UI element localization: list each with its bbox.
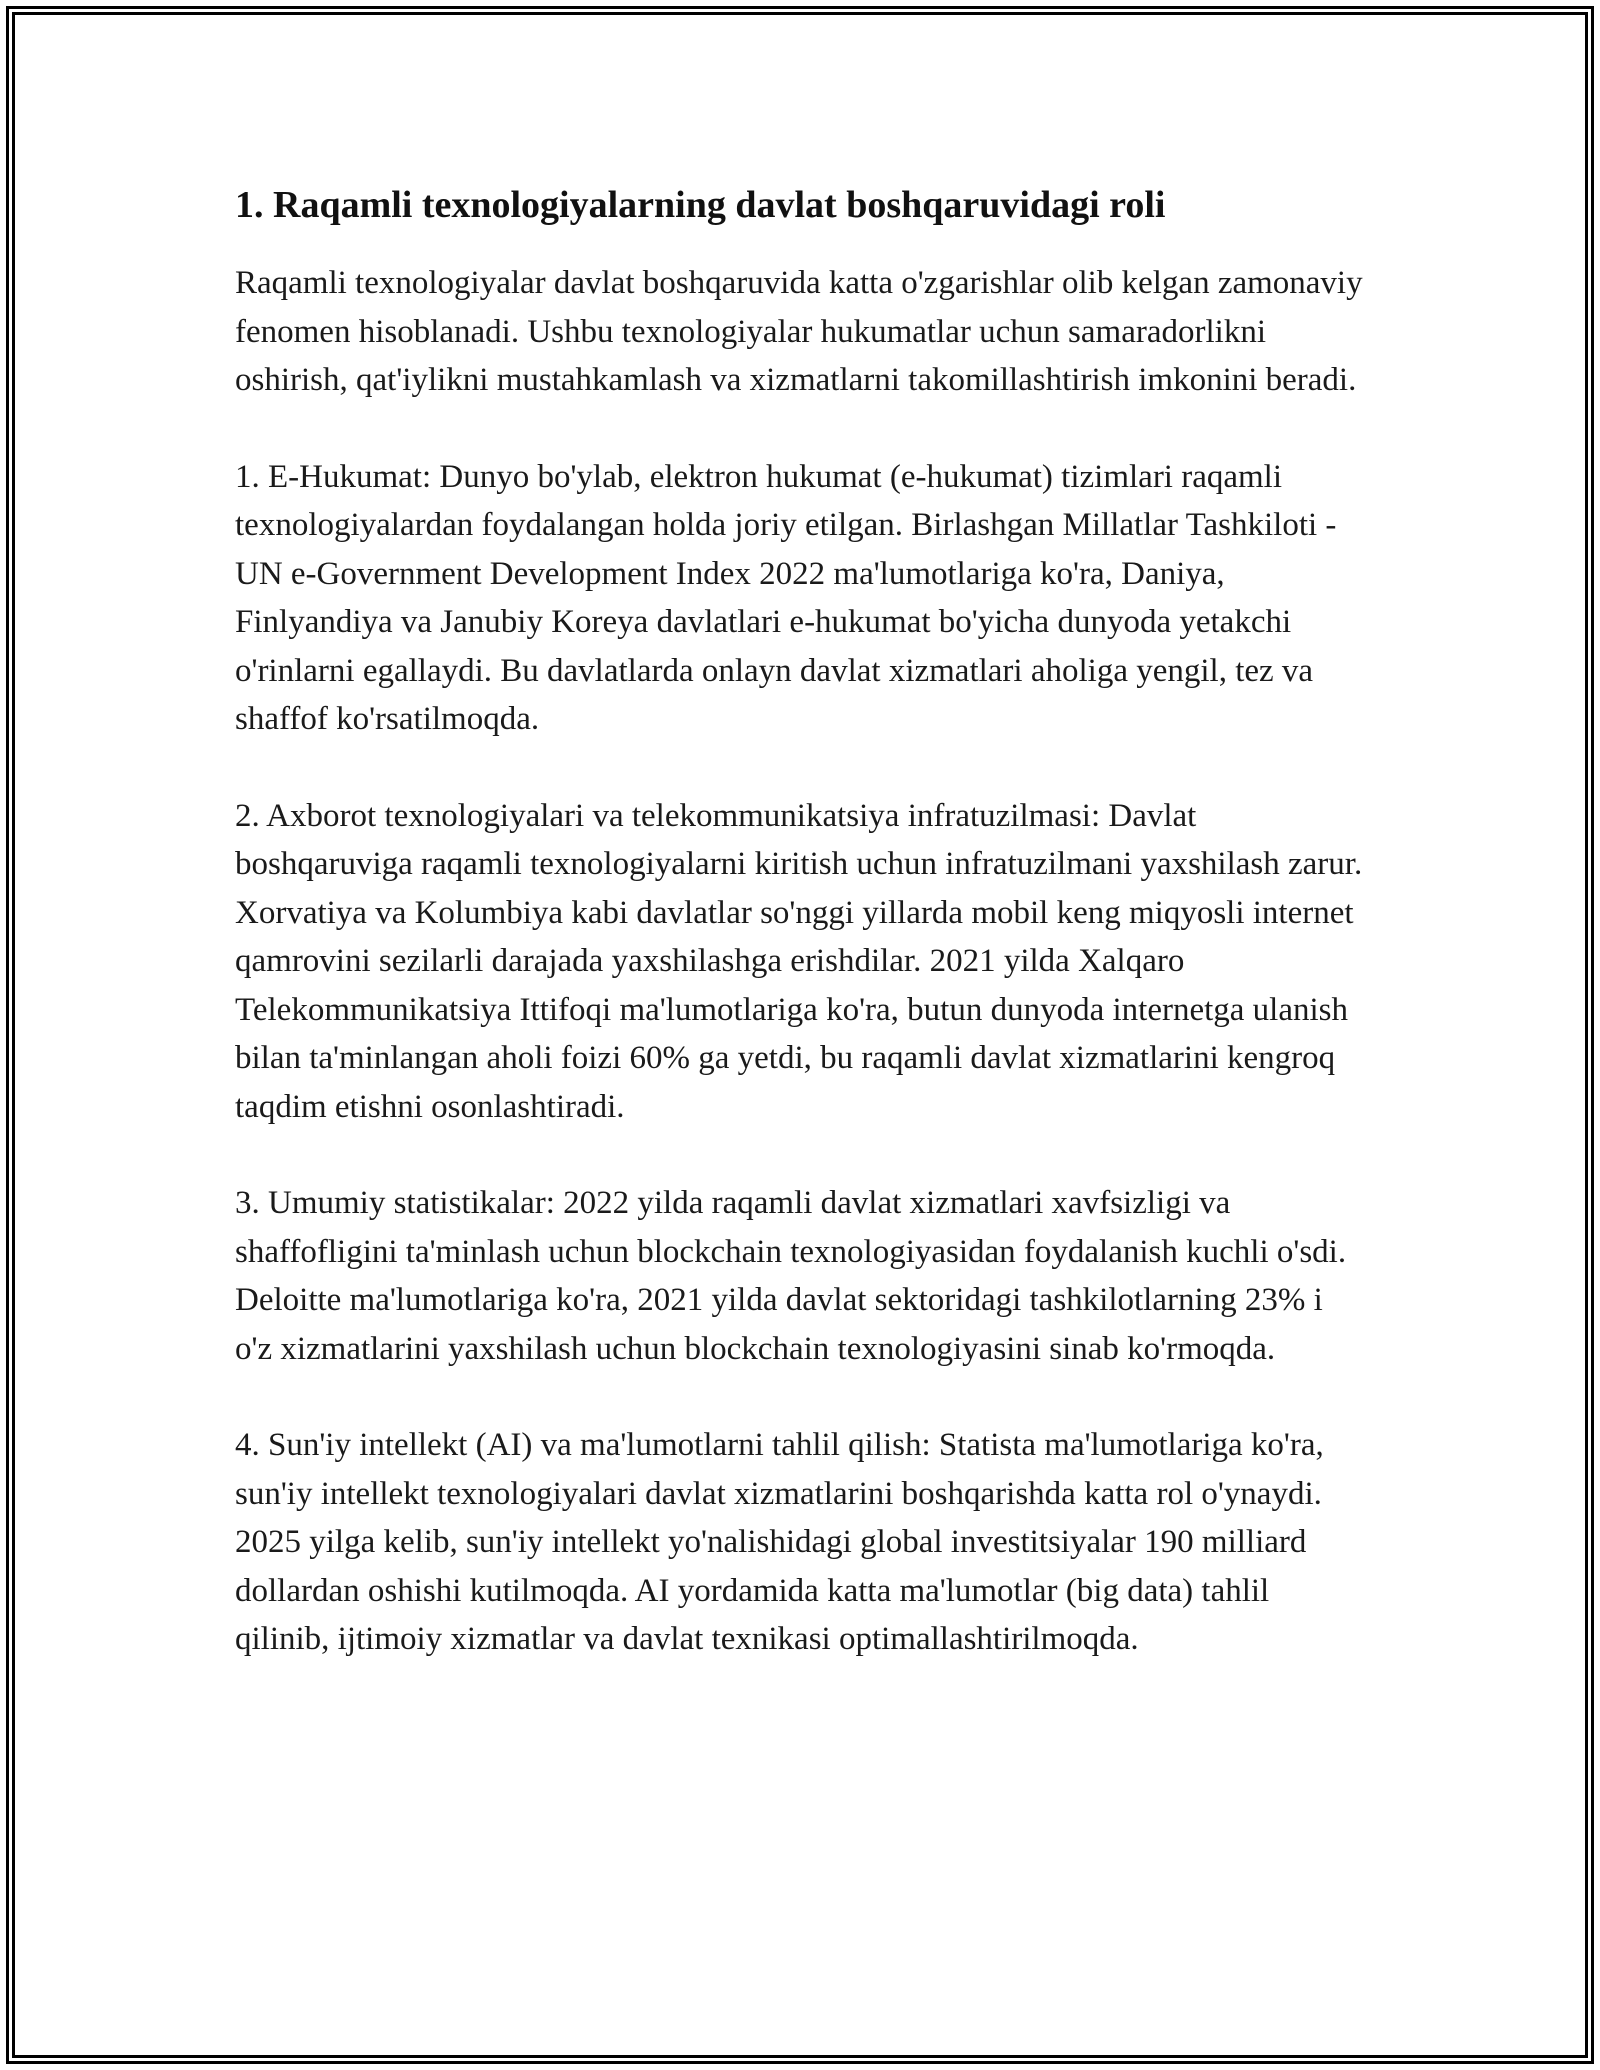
paragraph-infrastructure: 2. Axborot texnologiyalari va telekommunikatsiya infratuzilmasi: Davlat boshqaruviga raqamli texnologiyalarni kiritish uchun infratuzilmani yaxshilash zarur. Xorvatiya va Kolumbiya kabi davlatlar so'nggi yillarda mobil keng miqyosli internet qamrovini sezilarli darajada yaxshilashga erishdilar. 2021 yilda Xalqaro Telekommunikatsiya Ittifoqi ma'lumotlariga ko'ra, butun dunyoda internetga ulanish bilan ta'minlangan aholi foizi 60% ga yetdi, bu raqamli davlat xizmatlarini kengroq taqdim etishni osonlashtiradi. — [235, 797, 1363, 1125]
paragraph-e-government: 1. E-Hukumat: Dunyo bo'ylab, elektron hukumat (e-hukumat) tizimlari raqamli texnologiyalardan foydalangan holda joriy etilgan. Birlashgan Millatlar Tashkiloti - UN e-Government Development Index 2022 ma'lumotlariga ko'ra, Daniya, Finlyandiya va Janubiy Koreya davlatlari e-hukumat bo'yicha dunyoda yetakchi o'rinlarni egallaydi. Bu davlatlarda onlayn davlat xizmatlari aholiga yengil, tez va shaffof ko'rsatilmoqda. — [235, 458, 1337, 738]
paragraph-statistics: 3. Umumiy statistikalar: 2022 yilda raqamli davlat xizmatlari xavfsizligi va shaffofligini ta'minlash uchun blockchain texnologiyasidan foydalanish kuchli o'sdi. Deloitte ma'lumotlariga ko'ra, 2021 yilda davlat sektoridagi tashkilotlarning 23% i o'z xizmatlarini yaxshilash uchun blockchain texnologiyasini sinab ko'rmoqda. — [235, 1185, 1347, 1367]
paragraph-ai: 4. Sun'iy intellekt (AI) va ma'lumotlarni tahlil qilish: Statista ma'lumotlariga ko'ra, sun'iy intellekt texnologiyalari davlat xizmatlarini boshqarishda katta rol o'ynaydi. 2025 yilga kelib, sun'iy intellekt yo'nalishidagi global investitsiyalar 190 milliard dollardan oshishi kutilmoqda. AI yordamida katta ma'lumotlar (big data) tahlil qilinib, ijtimoiy xizmatlar va davlat texnikasi optimallashtirilmoqda. — [235, 1427, 1324, 1658]
section-title: 1. Raqamli texnologiyalarning davlat boshqaruvidagi roli — [235, 184, 1166, 226]
document-body — [235, 180, 1365, 1712]
intro-paragraph: Raqamli texnologiyalar davlat boshqaruvida katta o'zgarishlar olib kelgan zamonaviy fenomen hisoblanadi. Ushbu texnologiyalar hukumatlar uchun samaradorlikni oshirish, qat'iylikni mustahkamlash va xizmatlarni takomillashtirish imkonini beradi. — [235, 265, 1363, 399]
